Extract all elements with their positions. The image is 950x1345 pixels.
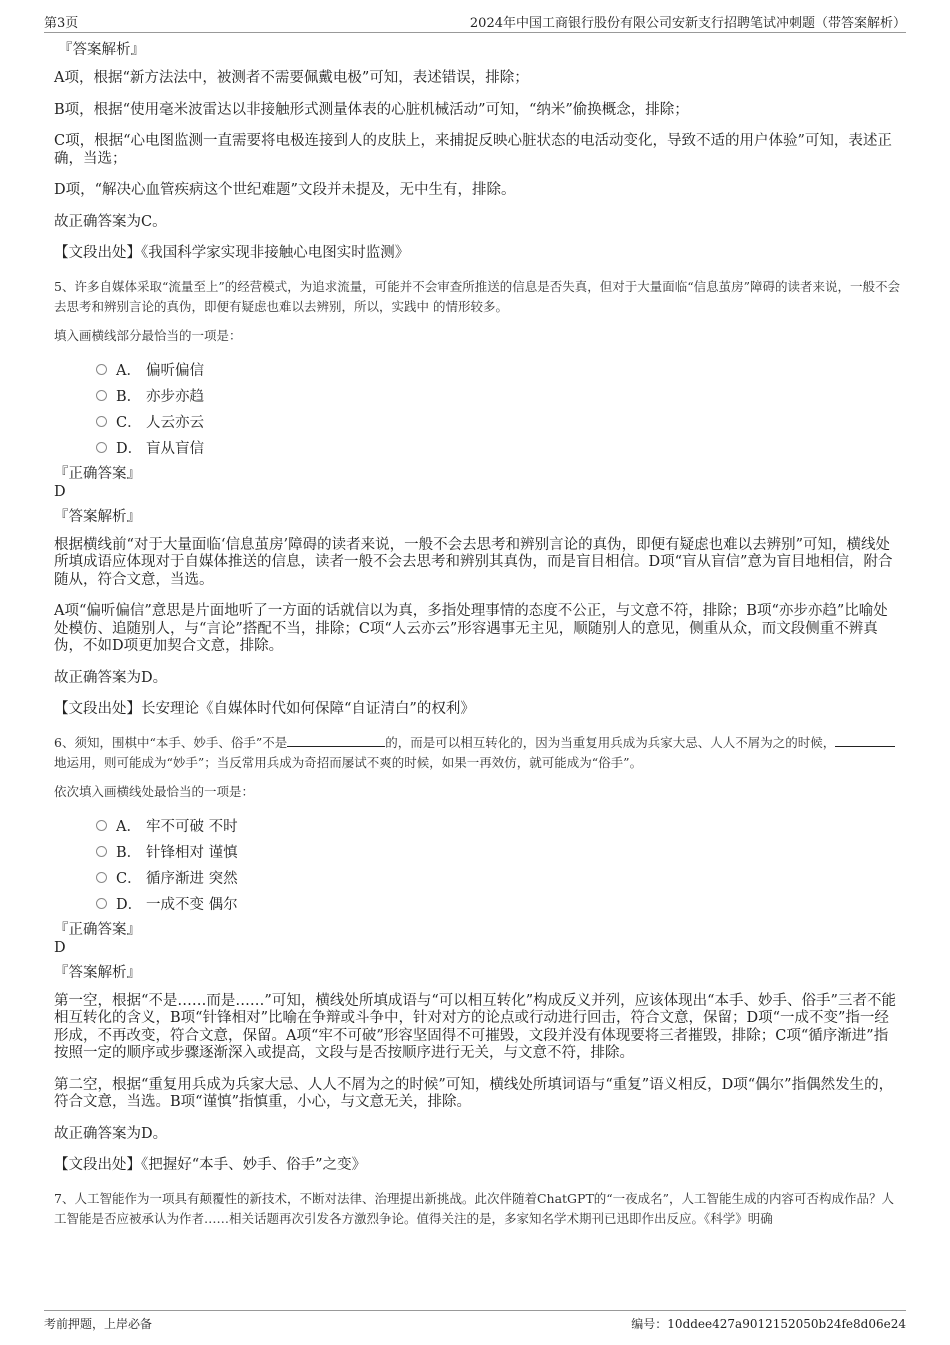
- q5-option-a[interactable]: A． 偏听偏信: [96, 357, 902, 383]
- q6-options: [96, 813, 902, 917]
- footer-slogan: 考前押题，上岸必备: [44, 1317, 153, 1331]
- page-number: 第3页: [44, 16, 79, 31]
- q6-prompt: 依次填入画横线处最恰当的一项是：: [54, 783, 255, 799]
- q5-analysis-para2: A项“偏听偏信”意思是片面地听了一方面的话就信以为真，多指处理事情的态度不公正，与文意不符，排除；B项“亦步亦趋”比喻处处模仿、追随别人，与“言论”搭配不当，排除；C项“人云亦云”形容遇事无主见，顺随别人的意见，侧重从众，而文段侧重不辨真伪，不如D项更加契合文意，排除。: [54, 603, 888, 654]
- q5-question: 5、许多自媒体采取“流量至上”的经营模式，为追求流量，可能并不会审查所推送的信息是否失真，但对于大量面临“信息茧房”障碍的读者来说，一般不会去思考和辨别言论的真伪，即便有疑虑也难以去辨别，所以，实践中 的情形较多。: [54, 278, 901, 314]
- footer-serial: 编号：10ddee427a9012152050b24fe8d06e24: [631, 1317, 906, 1331]
- radio-icon[interactable]: [96, 846, 107, 857]
- q5-answer-label: 『正确答案』: [54, 465, 141, 482]
- page-header: [44, 12, 906, 33]
- q5-analysis-para1: 根据横线前“对于大量面临‘信息茧房’障碍的读者来说，一般不会去思考和辨别言论的真伪，即便有疑虑也难以去辨别”可知，横线处所填成语应体现对于自媒体推送的信息，读者一般不会去思考和辨别其真伪，而是盲目相信。D项“盲从盲信”意为盲目地相信，附合随从，符合文意，当选。: [54, 536, 893, 588]
- q6-answer: D: [54, 939, 66, 956]
- document-title: 2024年中国工商银行股份有限公司安新支行招聘笔试冲刺题（带答案解析）: [469, 16, 906, 31]
- q6-option-c[interactable]: C． 循序渐进 突然: [96, 865, 902, 891]
- q6-question: 6、须知，围棋中“本手、妙手、俗手”不是 的，而是可以相互转化的，因为当重复用兵成为兵家大忌、人人不屑为之的时候，地运用，则可能成为“妙手”；当反常用兵成为奇招而屡试不爽的时候，如果一再效仿，就可能成为“俗手”。: [54, 733, 902, 773]
- q5-conclusion: 故正确答案为D。: [54, 669, 168, 686]
- document-body: [54, 36, 902, 1239]
- q5-options: [96, 357, 902, 461]
- page-footer: [44, 1310, 906, 1333]
- q6-option-a[interactable]: A． 牢不可破 不时: [96, 813, 902, 839]
- q6-option-b[interactable]: B． 针锋相对 谨慎: [96, 839, 902, 865]
- q6-conclusion: 故正确答案为D。: [54, 1125, 168, 1142]
- q4-analysis-b: B项，根据“使用毫米波雷达以非接触形式测量体表的心脏机械活动”可知，“纳米”偷换概念，排除；: [54, 101, 689, 118]
- q6-answer-label: 『正确答案』: [54, 921, 141, 938]
- radio-icon[interactable]: [96, 820, 107, 831]
- q6-analysis-para2: 第二空，根据“重复用兵成为兵家大忌、人人不屑为之的时候”可知，横线处所填词语与“重复”语义相反，D项“偶尔”指偶然发生的，符合文意，当选。B项“谨慎”指慎重，小心，与文意无关，排除。: [54, 1076, 894, 1110]
- q5-source: 【文段出处】长安理论《自媒体时代如何保障“自证清白”的权利》: [54, 701, 475, 717]
- radio-icon[interactable]: [96, 872, 107, 883]
- q5-answer: D: [54, 483, 66, 500]
- q5-option-b[interactable]: B． 亦步亦趋: [96, 383, 902, 409]
- radio-icon[interactable]: [96, 364, 107, 375]
- q5-option-d[interactable]: D． 盲从盲信: [96, 435, 902, 461]
- q6-analysis-para1: 第一空，根据“不是……而是……”可知，横线处所填成语与“可以相互转化”构成反义并列，应该体现出“本手、妙手、俗手”三者不能相互转化的含义，B项“针锋相对”比喻在争辩或斗争中，针对对方的论点或行动进行回击，符合文意，保留；D项“一成不变”指一经形成，不再改变，符合文意，保留。A项“牢不可破”形容坚固得不可摧毁，文段并没有体现要将三者摧毁，排除；C项“循序渐进”指按照一定的顺序或步骤逐渐深入或提高，文段与是否按顺序进行无关，与文意不符，排除。: [54, 992, 896, 1061]
- q7-question: 7、人工智能作为一项具有颠覆性的新技术，不断对法律、治理提出新挑战。此次伴随着ChatGPT的“一夜成名”，人工智能生成的内容可否构成作品？人工智能是否应被承认为作者……相关话题再次引发各方激烈争论。值得关注的是，多家知名学术期刊已迅即作出反应。《科学》明确: [54, 1190, 895, 1226]
- q4-analysis-label: 『答案解析』: [58, 42, 145, 58]
- q4-analysis-c: C项，根据“心电图监测一直需要将电极连接到人的皮肤上，来捕捉反映心脏状态的电活动变化，导致不适的用户体验”可知，表述正确，当选；: [54, 133, 892, 167]
- q4-conclusion: 故正确答案为C。: [54, 213, 167, 230]
- radio-icon[interactable]: [96, 442, 107, 453]
- radio-icon[interactable]: [96, 416, 107, 427]
- blank-line: [287, 734, 385, 747]
- q4-analysis-a: A项，根据“新方法法中，被测者不需要佩戴电极”可知，表述错误，排除；: [54, 70, 529, 86]
- q5-prompt: 填入画横线部分最恰当的一项是：: [54, 327, 242, 343]
- q6-source: 【文段出处】《把握好“本手、妙手、俗手”之变》: [54, 1157, 367, 1173]
- radio-icon[interactable]: [96, 898, 107, 909]
- q5-analysis-label: 『答案解析』: [54, 508, 141, 525]
- q4-analysis-d: D项，“解决心血管疾病这个世纪难题”文段并未提及，无中生有，排除。: [54, 182, 516, 198]
- blank-line: [835, 734, 895, 747]
- radio-icon[interactable]: [96, 390, 107, 401]
- q5-option-c[interactable]: C． 人云亦云: [96, 409, 902, 435]
- q4-source: 【文段出处】《我国科学家实现非接触心电图实时监测》: [54, 245, 410, 261]
- q6-option-d[interactable]: D． 一成不变 偶尔: [96, 891, 902, 917]
- q6-analysis-label: 『答案解析』: [54, 964, 141, 981]
